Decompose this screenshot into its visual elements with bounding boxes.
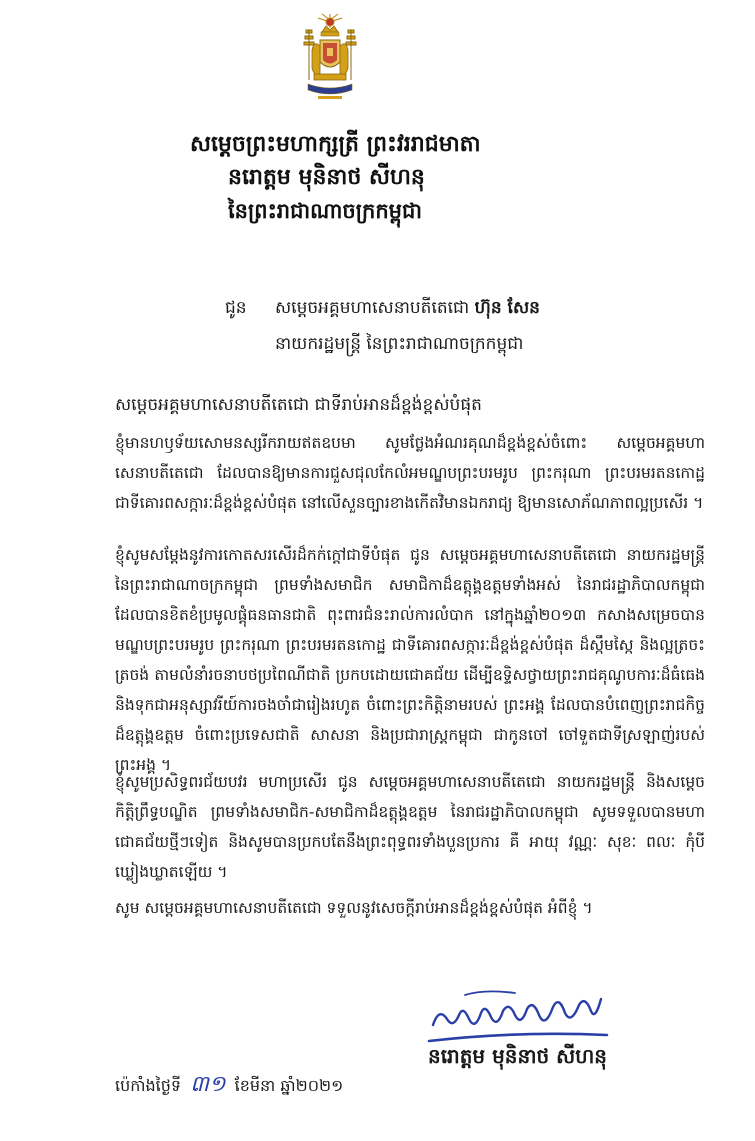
body-paragraph-1: ខ្ញុំមានហឫទ័យសោមនស្សរីករាយឥតឧបមា សូមថ្លែងអំណរគុណដ៏ខ្ពង់ខ្ពស់ចំពោះ សម្ដេចអគ្គមហាសេនាបតីតេជោ ដែលបានឱ្យមានការជួសជុលកែលំអមណ្ឌបព្រះបរមរូប ព្រះករុណា ព្រះបរមរតនកោដ្ឋ ជាទីគោរពសក្ការៈដ៏ខ្ពង់ខ្ពស់បំផុត នៅលើសួនច្បារខាងកើតវិមានឯករាជ្យ ឱ្យមានសោភ័ណភាពល្អប្រសើរ ។ bbox=[115, 434, 705, 512]
salutation: សម្ដេចអគ្គមហាសេនាបតីតេជោ ជាទីរាប់អានដ៏ខ្ពង់ខ្ពស់បំផុត bbox=[115, 395, 482, 415]
date-prefix: ប៉េកាំងថ្ងៃទី bbox=[115, 1076, 182, 1095]
header-title-line-2: នរោត្ដម មុនិនាថ សីហនុ bbox=[228, 165, 425, 190]
recipient-name bbox=[275, 295, 540, 321]
date-line bbox=[115, 1072, 343, 1099]
date-day: ៣១ bbox=[190, 1072, 226, 1097]
recipient-name-prefix: សម្ដេចអគ្គមហាសេនាបតីតេជោ bbox=[275, 298, 470, 318]
recipient-name-bold: ហ៊ុន សែន bbox=[474, 298, 540, 318]
recipient-title: នាយករដ្ឋមន្ត្រី នៃព្រះរាជាណាចក្រកម្ពុជា bbox=[275, 334, 524, 354]
body-paragraph-3: ខ្ញុំសូមប្រសិទ្ធពរជ័យបវរ មហាប្រសើរ ជូន សម្ដេចអគ្គមហាសេនាបតីតេជោ នាយករដ្ឋមន្ត្រី និងសម្ដេចកិត្តិព្រឹទ្ធបណ្ឌិត ព្រមទាំងសមាជិក-សមាជិកាដ៏ឧត្ដុង្គឧត្ដម នៃរាជរដ្ឋាភិបាលកម្ពុជា សូមទទួលបានមហាជោគជ័យថ្មីៗទៀត និងសូមបានប្រកបតែនឹងព្រះពុទ្ធពរទាំងបួនប្រការ គឺ អាយុ វណ្ណៈ សុខៈ ពលៈ កុំបីឃ្លៀងឃ្លាតឡើយ ។ bbox=[115, 773, 705, 881]
body-paragraph-2: ខ្ញុំសូមសម្ដែងនូវការកោតសរសើរដ៏កក់ក្ដៅជាទីបំផុត ជូន សម្ដេចអគ្គមហាសេនាបតីតេជោ នាយករដ្ឋមន្ត្រី នៃព្រះរាជាណាចក្រកម្ពុជា ព្រមទាំងសមាជិក សមាជិកាដ៏ឧត្ដុង្គឧត្ដមទាំងអស់ នៃរាជរដ្ឋាភិបាលកម្ពុជា ដែលបានខិតខំប្រមូលផ្ដុំធនធានជាតិ ពុះពារជំនះរាល់ការលំបាក នៅក្នុងឆ្នាំ២០១៣ កសាងសម្រេចបាន មណ្ឌបព្រះបរមរូប ព្រះករុណា ព្រះបរមរតនកោដ្ឋ ជាទីគោរពសក្ការៈដ៏ខ្ពង់ខ្ពស់បំផុត ដ៏ស្កឹមស្កៃ និងល្អត្រចះត្រចង់ តាមលំនាំរចនាបថប្រពៃណីជាតិ ប្រកបដោយជោគជ័យ ដើម្បីឧទ្ទិសថ្វាយព្រះរាជគុណូបការៈដ៏ធំធេង និងទុកជាអនុស្សាវរីយ៍ការចងចាំជារៀងរហូត ចំពោះព្រះកិត្តិនាមរបស់ ព្រះអង្គ ដែលបានបំពេញព្រះរាជកិច្ចដ៏ឧត្ដុង្គឧត្ដម ចំពោះប្រទេសជាតិ សាសនា និងប្រជារាស្ត្រកម្ពុជា ជាកូនចៅ ចៅទួតជាទីស្រឡាញ់របស់ព្រះអង្គ ។ bbox=[115, 546, 705, 774]
body-paragraph-4: សូម សម្ដេចអគ្គមហាសេនាបតីតេជោ ទទួលនូវសេចក្ដីរាប់អានដ៏ខ្ពង់ខ្ពស់បំផុត អំពីខ្ញុំ ។ bbox=[115, 899, 593, 917]
date-month-year: ខែមីនា ឆ្នាំ២០២១ bbox=[234, 1076, 344, 1095]
header-title-line-1: សម្ដេចព្រះមហាក្សត្រី ព្រះវររាជមាតា bbox=[190, 132, 481, 157]
signatory-name: នរោត្ដម មុនិនាថ សីហនុ bbox=[428, 1044, 607, 1068]
royal-coat-of-arms-icon bbox=[300, 10, 360, 104]
handwritten-signature bbox=[425, 985, 620, 1047]
recipient-to-label: ជូន bbox=[225, 298, 247, 318]
header-title-line-3: នៃព្រះរាជាណាចក្រកម្ពុជា bbox=[228, 199, 423, 223]
